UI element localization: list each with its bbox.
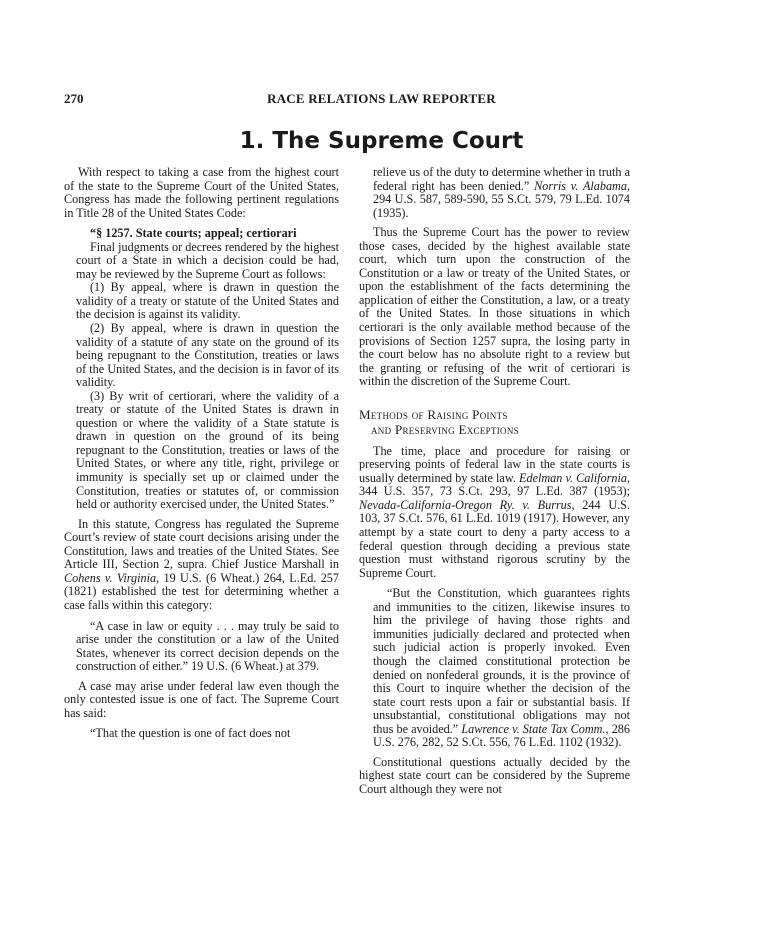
- right-column: [359, 166, 630, 796]
- left-column: [64, 166, 339, 741]
- text-run: 286 U.S. 276, 282, 52 S.Ct. 556, 76 L.Ed. 1102 (1932).: [373, 721, 630, 750]
- section-heading-line-2: and Preserving Exceptions: [371, 421, 519, 437]
- statute-clause-1: (1) By appeal, where is drawn in question the validity of a treaty or statute of the United States and the decision is against its validity.: [76, 280, 339, 322]
- review-power-paragraph: Thus the Supreme Court has the power to review those cases, decided by the highest available state court, which turn upon the construction of the Constitution or a law or treaty of the United States, or upon the establishment of the facts determining the application of either the Constitution, a law, or a treaty of the United States. In those situations in which certiorari is the only available method because of the provisions of Section 1257 supra, the losing party in the court below has no absolute right to a review but the granting or refusing of the writ of certiorari is within the discretion of the Supreme Court.: [359, 225, 630, 389]
- statute-clause-3: (3) By writ of certiorari, where the validity of a treaty or statute of the United States is drawn in question or where the validity of a State statute is drawn in question on the ground of its being repugnant to the Constitution, treaties or laws of the United States, or where any title, right, privilege or immunity is specially set up or claimed under the Constitution, treaties or statutes of, or commission held or authority exercised under, the United States.”: [76, 388, 339, 512]
- section-heading-line-1: Methods of Raising Points: [359, 406, 508, 422]
- case-name: Edelman v. California,: [519, 470, 630, 485]
- text-run: 344 U.S. 357, 73 S.Ct. 293, 97 L.Ed. 387 (1953);: [359, 484, 630, 499]
- statute-discussion-paragraph: [64, 518, 339, 613]
- case-name: Lawrence v. State Tax Comm.,: [461, 721, 609, 736]
- statute-clause-2: (2) By appeal, where is drawn in question the validity of a statute of any state on the ground of its being repugnant to the Constitution, treaties or laws of the United States, and the decision is in favor of its validity.: [76, 321, 339, 390]
- lawrence-quote: [373, 587, 630, 750]
- text-run: 294 U.S. 587, 589-590, 55 S.Ct. 579, 79 L.Ed. 1074 (1935).: [373, 192, 630, 220]
- running-header: RACE RELATIONS LAW REPORTER: [267, 91, 496, 106]
- intro-paragraph: With respect to taking a case from the highest court of the state to the Supreme Court of the United States, Congress has made the following pertinent regulations in Title 28 of the United States Code:: [64, 165, 339, 220]
- statute-intro: Final judgments or decrees rendered by the highest court of a State in which a decision could be had, may be reviewed by the Supreme Court as follows:: [76, 239, 339, 281]
- constitutional-questions-paragraph: Constitutional questions actually decided by the highest state court can be considered by the Supreme Court although they were not: [359, 754, 630, 796]
- norris-quote-continued: [373, 166, 630, 220]
- text-run: “But the Constitution, which guarantees rights and immunities to the citizen, likewise insures to him the privilege of having those rights and immunities judicially declared and protected when such judicial action is properly invoked. Even though the claimed constitutional protection be denied on nonfederal grounds, it is the province of this Court to inquire whether the decision of the state court rests upon a fair or substantial basis. If unsubstantial, constitutional obligations may not thus be avoided.”: [373, 586, 630, 736]
- text-run: relieve us of the duty to determine whether in truth a federal right has been denied.”: [373, 165, 630, 193]
- norris-quote-start: “That the question is one of fact does not: [90, 726, 291, 741]
- case-name: Norris v. Alabama,: [534, 178, 630, 193]
- procedure-paragraph: [359, 445, 630, 580]
- section-heading: [359, 407, 630, 437]
- chapter-title: 1. The Supreme Court: [239, 128, 524, 154]
- case-name: Cohens v. Virginia,: [64, 570, 160, 585]
- marshall-quote: “A case in law or equity . . . may truly be said to arise under the constitution or a law of the United States, whenever its correct decision depends on the construction of either.” 19 U.S. (6 Wheat.) at 379.: [76, 618, 339, 674]
- page-number: 270: [64, 91, 84, 106]
- text-run: 19 U.S. (6 Wheat.) 264, L.Ed. 257 (1821) established the test for determining whether a case falls within this category:: [64, 570, 339, 612]
- text-run: The time, place and procedure for raising or preserving points of federal law in the state courts is usually determined by state law.: [359, 443, 630, 485]
- fact-question-paragraph: A case may arise under federal law even though the only contested issue is one of fact. The Supreme Court has said:: [64, 678, 339, 720]
- text-run: In this statute, Congress has regulated the Supreme Court’s review of state court decisions arising under the Constitution, laws and treaties of the United States. See Article III, Section 2, supra. Chief Justice Marshall in: [64, 516, 339, 572]
- case-name: Nevada-California-Oregon Ry. v. Burrus,: [359, 497, 575, 512]
- statute-heading: “§ 1257. State courts; appeal; certiorari: [90, 226, 297, 241]
- text-run: 244 U.S. 103, 37 S.Ct. 576, 61 L.Ed. 1019 (1917). However, any attempt by a state court to deny a party access to a federal question through deciding a previous state question must withstand rigorous scrutiny by the Supreme Court.: [359, 497, 630, 580]
